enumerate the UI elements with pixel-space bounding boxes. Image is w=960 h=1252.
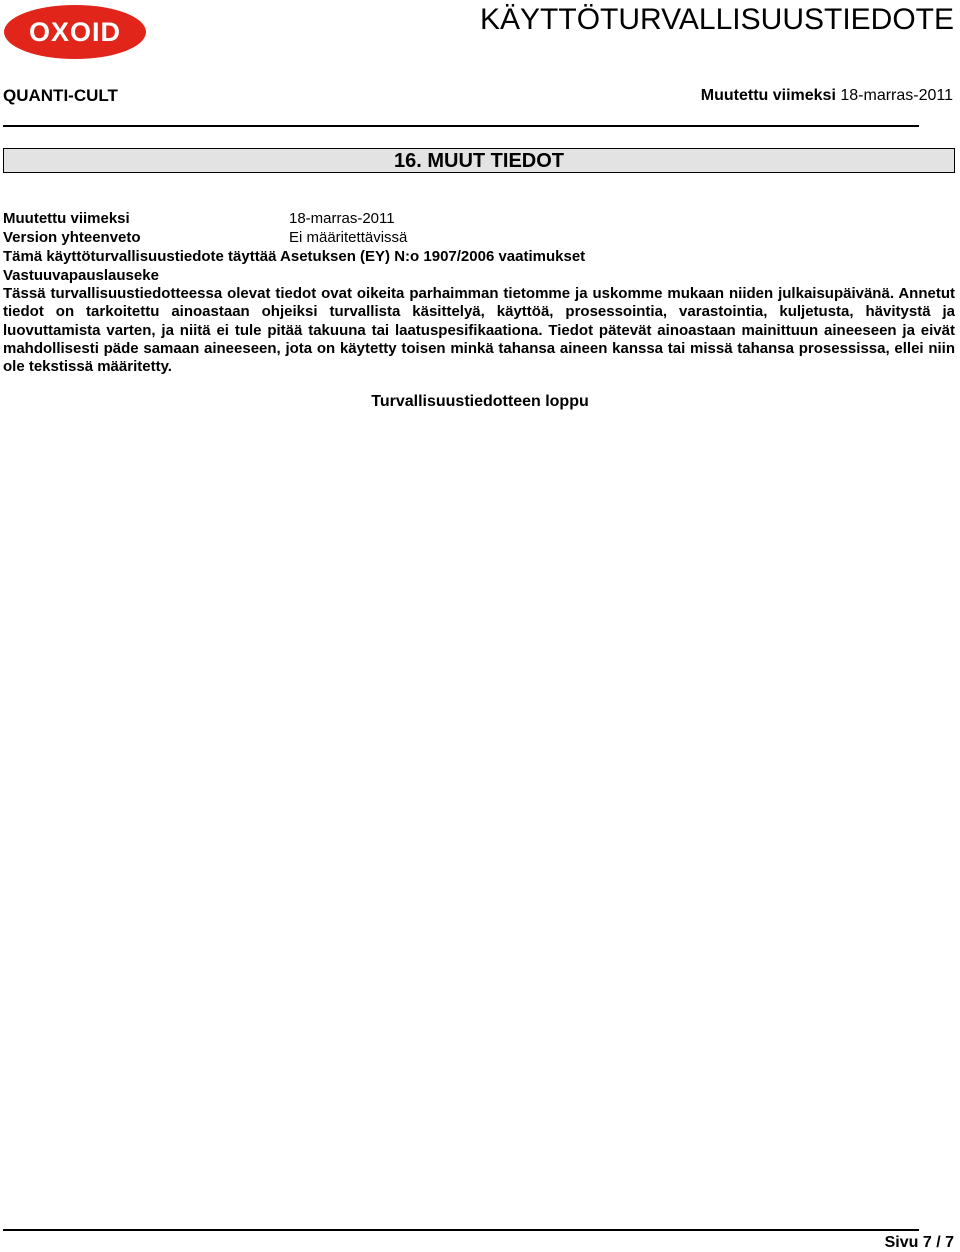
oxoid-logo: [3, 4, 147, 60]
version-row: [3, 228, 955, 247]
product-name: QUANTI-CULT: [3, 86, 118, 105]
section-content: [3, 209, 955, 376]
logo-text: OXOID: [28, 17, 122, 47]
header-revised-label: Muutettu viimeksi: [700, 87, 836, 104]
disclaimer-heading: Vastuuvapauslauseke: [3, 267, 159, 284]
section-heading: 16. MUUT TIEDOT: [3, 148, 955, 173]
revised-value: 18-marras-2011: [289, 210, 395, 227]
revised-label: Muutettu viimeksi: [3, 210, 130, 227]
revised-row: [3, 209, 955, 228]
document-title: KÄYTTÖTURVALLISUUSTIEDOTE: [480, 3, 954, 36]
header-divider: [3, 125, 919, 127]
version-label: Version yhteenveto: [3, 229, 141, 246]
footer-divider: [3, 1229, 919, 1231]
page-number: Sivu 7 / 7: [884, 1234, 954, 1251]
header-revision: [701, 86, 953, 106]
version-value: Ei määritettävissä: [289, 229, 408, 246]
disclaimer-text: Tässä turvallisuustiedotteessa olevat tiedot ovat oikeita parhaimman tietomme ja uskomme mukaan niiden julkaisupäivänä. Annetut tiedot on tarkoitettu ainoastaan ohjeiksi turvallista käsittelyä, käyttöä, prosessointia, varastointia, kuljetusta, hävitystä ja luovuttamista varten, ja niitä ei tule pitää takuuna tai laatuspesifikaationa. Tiedot pätevät ainoastaan mainittuun aineeseen ja eivät mahdollisesti päde samaan aineeseen, jota on käytetty toisen minkä tahansa aineen kanssa tai missä tahansa prosessissa, ellei niin ole tekstissä määritetty.: [3, 285, 955, 376]
end-of-document-note: Turvallisuustiedotteen loppu: [371, 393, 589, 410]
compliance-statement: Tämä käyttöturvallisuustiedote täyttää Asetuksen (EY) N:o 1907/2006 vaatimukset: [3, 248, 586, 265]
header-revised-date: 18-marras-2011: [840, 87, 953, 104]
